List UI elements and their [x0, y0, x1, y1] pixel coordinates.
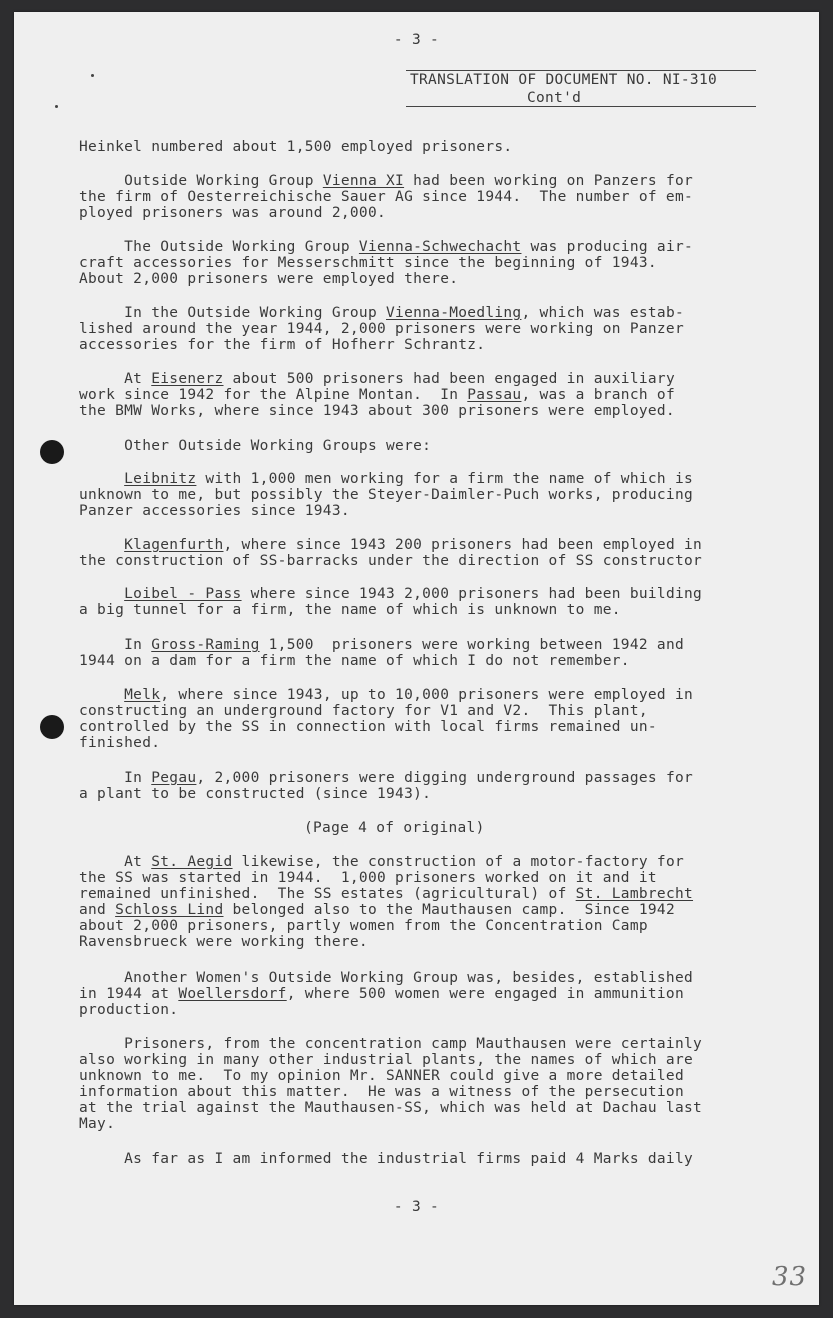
- paper-speck: [91, 74, 94, 77]
- paragraph-line: also working in many other industrial plants, the names of which are: [79, 1052, 694, 1068]
- paragraph-line: unknown to me, but possibly the Steyer-Daimler-Puch works, producing: [79, 487, 694, 503]
- paragraph-line: unknown to me. To my opinion Mr. SANNER could give a more detailed: [79, 1068, 684, 1084]
- place-name: Eisenerz: [151, 371, 224, 387]
- paragraph-line: the construction of SS-barracks under the direction of SS constructor: [79, 553, 703, 569]
- document-title-contd: Cont'd: [527, 90, 582, 106]
- paragraph-line: ployed prisoners was around 2,000.: [79, 205, 387, 221]
- paragraph-line: [79, 305, 684, 322]
- place-name: Melk: [124, 687, 161, 703]
- text-fragment: with 1,000 men working for a firm the name of which is: [196, 471, 694, 487]
- paragraph-line: accessories for the firm of Hofherr Schrantz.: [79, 337, 486, 353]
- paragraph-line: [79, 886, 693, 903]
- text-fragment: , was a branch of: [521, 387, 675, 403]
- paragraph-line: [79, 537, 702, 554]
- paragraph-line: the firm of Oesterreichische Sauer AG since 1944. The number of em-: [79, 189, 694, 205]
- paragraph-line: at the trial against the Mauthausen-SS, which was held at Dachau last: [79, 1100, 703, 1116]
- paragraph-line: [79, 770, 693, 787]
- punch-hole: [40, 440, 64, 464]
- paragraph-line: [79, 371, 675, 388]
- text-fragment: At: [79, 854, 152, 870]
- paragraph-line: production.: [79, 1002, 179, 1018]
- title-rule-bottom: [406, 106, 756, 107]
- place-name: Vienna-Schwechacht: [358, 239, 522, 255]
- document-page: [14, 12, 819, 1305]
- paragraph-line: [79, 586, 702, 603]
- paragraph-line: [79, 471, 693, 488]
- paragraph-line: the BMW Works, where since 1943 about 300 prisoners were employed.: [79, 403, 675, 419]
- text-fragment: 1,500 prisoners were working between 1942 and: [259, 637, 685, 653]
- paragraph-line: About 2,000 prisoners were employed there.: [79, 271, 459, 287]
- place-name: Woellersdorf: [178, 986, 287, 1002]
- paragraph-line: a plant to be constructed (since 1943).: [79, 786, 432, 802]
- place-name: Vienna XI: [322, 173, 405, 189]
- text-fragment: belonged also to the Mauthausen camp. Since 1942: [223, 902, 675, 918]
- paragraph-line: finished.: [79, 735, 161, 751]
- paragraph-line: [79, 902, 675, 919]
- text-fragment: In the Outside Working Group: [79, 305, 387, 321]
- place-name: Leibnitz: [124, 471, 197, 487]
- text-fragment: In: [79, 770, 152, 786]
- punch-hole: [40, 715, 64, 739]
- text-fragment: had been working on Panzers for: [404, 173, 694, 189]
- place-name: Klagenfurth: [124, 537, 224, 553]
- text-fragment: remained unfinished. The SS estates (agricultural) of: [79, 886, 576, 902]
- paragraph-line: lished around the year 1944, 2,000 prisoners were working on Panzer: [79, 321, 684, 337]
- text-fragment: , where since 1943 200 prisoners had been employed in: [223, 537, 703, 553]
- paragraph-line: [79, 637, 684, 654]
- handwritten-page-number: 33: [772, 1262, 808, 1292]
- paragraph-line: 1944 on a dam for a firm the name of which I do not remember.: [79, 653, 630, 669]
- paragraph-line: Prisoners, from the concentration camp Mauthausen were certainly: [79, 1036, 703, 1052]
- paper-speck: [55, 105, 58, 108]
- place-name: Vienna-Moedling: [386, 305, 522, 321]
- paragraph-line: about 2,000 prisoners, partly women from the Concentration Camp: [79, 918, 648, 934]
- paragraph-line: constructing an underground factory for V1 and V2. This plant,: [79, 703, 648, 719]
- text-fragment: , which was estab-: [521, 305, 685, 321]
- paragraph-line: May.: [79, 1116, 116, 1132]
- title-rule-top: [406, 70, 756, 71]
- paragraph-line: controlled by the SS in connection with local firms remained un-: [79, 719, 657, 735]
- text-fragment: , where since 1943, up to 10,000 prisoners were employed in: [160, 687, 694, 703]
- page-note: (Page 4 of original): [304, 820, 485, 836]
- paragraph-line: information about this matter. He was a witness of the persecution: [79, 1084, 684, 1100]
- text-fragment: and: [79, 902, 116, 918]
- paragraph-line: [79, 687, 693, 704]
- text-fragment: Outside Working Group: [79, 173, 323, 189]
- text-fragment: likewise, the construction of a motor-factory for: [232, 854, 685, 870]
- place-name: Loibel - Pass: [124, 586, 242, 602]
- paragraph-line: As far as I am informed the industrial firms paid 4 Marks daily: [79, 1151, 694, 1167]
- page-number-bottom: - 3 -: [393, 1199, 440, 1215]
- paragraph-line: Panzer accessories since 1943.: [79, 503, 350, 519]
- paragraph-line: craft accessories for Messerschmitt since the beginning of 1943.: [79, 255, 657, 271]
- page-number-top: - 3 -: [393, 32, 440, 48]
- paragraph-line: Ravensbrueck were working there.: [79, 934, 368, 950]
- paragraph-line: Other Outside Working Groups were:: [79, 438, 432, 454]
- place-name: St. Lambrecht: [575, 886, 694, 902]
- paragraph-line: [79, 173, 693, 190]
- paragraph-line: a big tunnel for a firm, the name of which is unknown to me.: [79, 602, 621, 618]
- place-name: St. Aegid: [151, 854, 233, 870]
- place-name: Passau: [467, 387, 522, 403]
- paragraph-line: [79, 239, 693, 256]
- paragraph-line: [79, 986, 684, 1003]
- place-name: Pegau: [151, 770, 197, 786]
- place-name: Schloss Lind: [115, 902, 224, 918]
- paragraph-line: the SS was started in 1944. 1,000 prisoners worked on it and it: [79, 870, 657, 886]
- text-fragment: The Outside Working Group: [79, 239, 359, 255]
- paragraph-line: [79, 387, 675, 404]
- text-fragment: , 2,000 prisoners were digging underground passages for: [196, 770, 694, 786]
- paragraph-line: Heinkel numbered about 1,500 employed prisoners.: [79, 139, 513, 155]
- paragraph-line: Another Women's Outside Working Group was, besides, established: [79, 970, 694, 986]
- text-fragment: in 1944 at: [79, 986, 179, 1002]
- text-fragment: was producing air-: [521, 239, 694, 255]
- text-fragment: about 500 prisoners had been engaged in auxiliary: [223, 371, 675, 387]
- text-fragment: work since 1942 for the Alpine Montan. In: [79, 387, 468, 403]
- text-fragment: At: [79, 371, 152, 387]
- text-fragment: , where 500 women were engaged in ammunition: [286, 986, 684, 1002]
- document-title: TRANSLATION OF DOCUMENT NO. NI-310: [410, 72, 718, 88]
- text-fragment: In: [79, 637, 152, 653]
- place-name: Gross-Raming: [151, 637, 260, 653]
- paragraph-line: [79, 854, 684, 871]
- text-fragment: where since 1943 2,000 prisoners had been building: [241, 586, 703, 602]
